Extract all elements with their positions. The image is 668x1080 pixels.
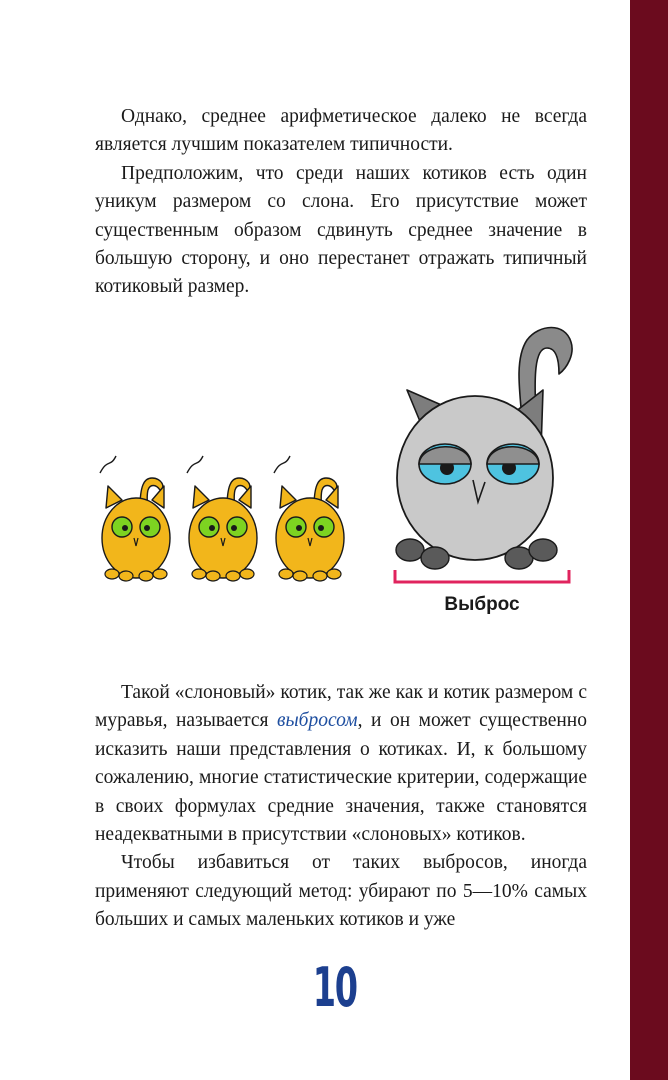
paragraph: Предположим, что среди наших котиков есть один уникум размером со слона. Его присутствие может существенным образом сдвинуть среднее значение в большую сторону, и оно перестанет отражать типичный котиковый размер. [95,162,587,298]
cats-illustration [95,318,595,628]
text-block-top [95,103,587,302]
page-number: 10 [312,956,357,1019]
outlier-cat [396,328,572,570]
paragraph-text: , и он может существенно исказить наши представления о котиках. И, к большому сожалению, многие статистические критерии, содержащие в своих формулах средние значения, также становятся неадекватными в присутствии «слоновых» котиков. [95,710,587,846]
outlier-bracket [395,570,569,582]
small-cat-2 [187,456,257,581]
paragraph [95,679,587,849]
outlier-label: Выброс [444,594,520,615]
paragraph-text: Такой «слоновый» котик, так же как и котик размером с муравья, называется [95,682,587,732]
term-outlier: выбросом [277,710,358,732]
paragraph: Однако, среднее арифметическое далеко не всегда является лучшим показателем типичности. [95,106,587,156]
text-block-bottom [95,679,587,935]
paragraph: Чтобы избавиться от таких выбросов, иногда применяют следующий метод: убирают по 5—10% самых больших и самых маленьких котиков и уже [95,852,587,931]
page-edge-strip [630,0,668,1080]
small-cat-3 [274,456,344,581]
small-cat-1 [100,456,170,581]
